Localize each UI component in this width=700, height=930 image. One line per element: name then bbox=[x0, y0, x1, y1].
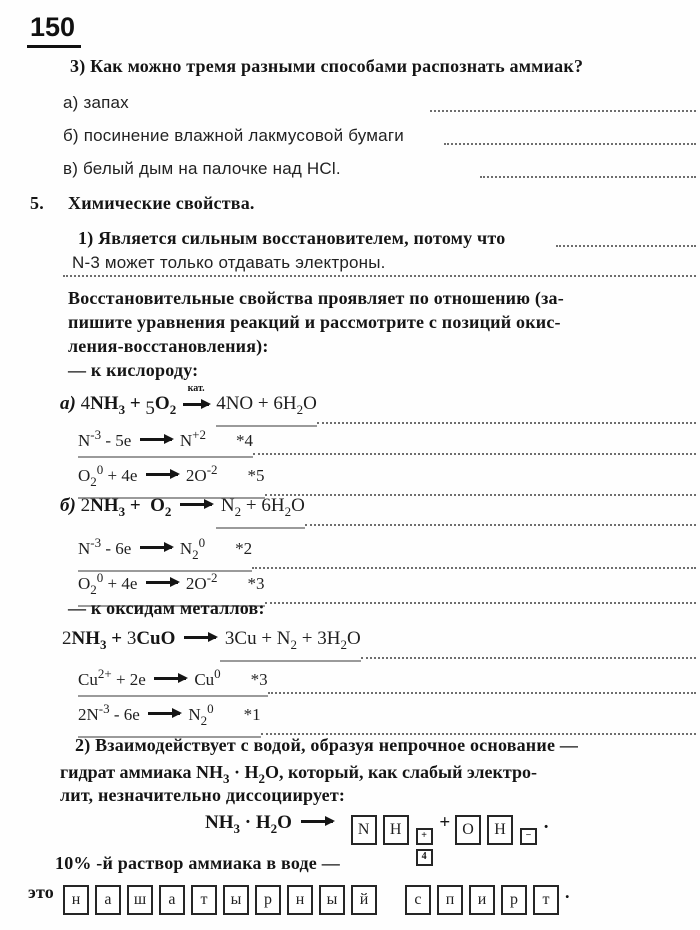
to-oxides-heading: — к оксидам металлов: bbox=[68, 598, 265, 618]
answer-label-a: а) bbox=[63, 93, 84, 112]
catalyst-label: кат. bbox=[187, 383, 205, 394]
charge-box: − bbox=[520, 828, 537, 845]
right-arrow-icon bbox=[146, 473, 178, 476]
half-equation-a2: $O_2^0 + 4e$ $2O^{-2}$ *5 bbox=[78, 457, 265, 499]
right-arrow-icon bbox=[180, 503, 212, 506]
letter-box: р bbox=[501, 885, 527, 915]
right-arrow-icon bbox=[301, 820, 333, 823]
right-arrow-icon bbox=[146, 581, 178, 584]
nashatyrny-spirt-row bbox=[28, 882, 570, 915]
equation-a-row bbox=[60, 384, 696, 427]
equation-a-printed: а) $4NH_3 + 5O_2$ кат. bbox=[60, 384, 216, 427]
letter-box: и bbox=[469, 885, 495, 915]
equation-c-row bbox=[62, 626, 696, 662]
answer-text-b: посинение влажной лакмусовой бумаги bbox=[83, 126, 404, 145]
right-arrow-icon bbox=[140, 438, 172, 441]
paragraph-2-line-1: 2) Взаимодействует с водой, образуя непрочное основание — bbox=[75, 735, 579, 755]
letter-box: п bbox=[437, 885, 463, 915]
letter-box: H bbox=[487, 815, 513, 845]
answer-text-c: белый дым на палочке над HCl. bbox=[83, 159, 341, 178]
property-1-dotted-line bbox=[556, 245, 696, 247]
paragraph-2-line-3: лит, незначительно диссоциирует: bbox=[60, 785, 346, 805]
catalyst-arrow-icon bbox=[179, 384, 213, 419]
answer-row-a bbox=[63, 93, 129, 113]
letter-boxes-word-2 bbox=[405, 885, 565, 908]
answer-text-a: запах bbox=[83, 93, 129, 112]
letter-box: а bbox=[159, 885, 185, 915]
answer-dotted-line-a bbox=[430, 110, 696, 112]
solution-10-note: 10% -й раствор аммиака в воде — bbox=[55, 853, 340, 873]
equation-c-answer: $3Cu + N_2 + 3H_2O$ bbox=[220, 626, 361, 662]
index-box: 4 bbox=[416, 849, 433, 866]
separator-dotted-line bbox=[63, 275, 696, 277]
half-equation-a1-row bbox=[78, 422, 696, 458]
letter-box: н bbox=[63, 885, 89, 915]
answer-label-b: б) bbox=[63, 126, 84, 145]
letter-box: й bbox=[351, 885, 377, 915]
answer-row-b bbox=[63, 126, 404, 146]
section-5-title: Химические свойства. bbox=[68, 193, 255, 213]
paragraph-line-3: ления-восстановления): bbox=[68, 336, 269, 356]
letter-box: т bbox=[533, 885, 559, 915]
letter-box: N bbox=[351, 815, 377, 845]
eto-label: это bbox=[28, 882, 54, 902]
half-equation-a1: $N^{-3} - 5e$ $N^{+2}$ *4 bbox=[78, 422, 253, 458]
letter-box: а bbox=[95, 885, 121, 915]
property-1-prompt: 1) Является сильным восстановителем, потому что bbox=[78, 228, 506, 248]
answer-dotted-line-b bbox=[444, 143, 696, 145]
half-equation-c2-row bbox=[78, 696, 696, 738]
charge-box: + bbox=[416, 828, 433, 845]
half-equation-b2-dotted-line bbox=[265, 602, 696, 604]
page-number: 150 bbox=[30, 12, 76, 42]
letter-box: ы bbox=[223, 885, 249, 915]
equation-b-dotted-line bbox=[305, 524, 696, 526]
half-equation-c1-dotted-line bbox=[268, 692, 696, 694]
equation-b-answer: $N_2 + 6H_2O$ bbox=[216, 493, 305, 529]
right-arrow-icon bbox=[154, 677, 186, 680]
letter-box: H bbox=[383, 815, 409, 845]
half-equation-c2: $2N^{-3} - 6e$ $N_2^0$ *1 bbox=[78, 696, 261, 738]
letter-box: р bbox=[255, 885, 281, 915]
equation-c-printed: $2NH_3 + 3CuO$ bbox=[62, 626, 220, 662]
right-arrow-icon bbox=[183, 403, 209, 406]
sentence-period: . bbox=[564, 882, 570, 902]
half-equation-b2: $O_2^0 + 4e$ $2O^{-2}$ *3 bbox=[78, 565, 265, 607]
charge-box-stack bbox=[520, 828, 537, 866]
property-1-answer: N-3 может только отдавать электроны. bbox=[72, 253, 386, 272]
letter-box: ы bbox=[319, 885, 345, 915]
page-number-underline bbox=[27, 45, 81, 48]
half-equation-b1: $N^{-3} - 6e$ $N_2^0$ *2 bbox=[78, 530, 252, 572]
equation-a-answer: $4NO + 6H_2O$ bbox=[216, 391, 317, 427]
half-equation-c1: $Cu^{2+} + 2e$ Cu$^0$ *3 bbox=[78, 661, 268, 697]
right-arrow-icon bbox=[148, 712, 180, 715]
half-equation-c1-row bbox=[78, 661, 696, 697]
to-oxygen-heading: — к кислороду: bbox=[68, 360, 199, 380]
answer-dotted-line-c bbox=[480, 176, 696, 178]
equation-b-printed: б) $2NH_3 + O_2$ bbox=[60, 493, 216, 529]
equation-b-row bbox=[60, 493, 696, 529]
letter-box: с bbox=[405, 885, 431, 915]
letter-box: ш bbox=[127, 885, 153, 915]
letter-box: O bbox=[455, 815, 481, 845]
right-arrow-icon bbox=[140, 546, 172, 549]
charge-box-stack bbox=[416, 828, 433, 866]
answer-row-c bbox=[63, 159, 341, 179]
paragraph-line-2: пишите уравнения реакций и рассмотрите с позиций окис- bbox=[68, 312, 561, 332]
answer-label-c: в) bbox=[63, 159, 84, 178]
half-equation-a1-dotted-line bbox=[253, 453, 696, 455]
paragraph-2-line-2: гидрат аммиака $NH_3 \cdot H_2O$, который, как слабый электро- bbox=[60, 762, 537, 786]
letter-boxes-word-1 bbox=[63, 885, 383, 908]
question-3-title: 3) Как можно тремя разными способами распознать аммиак? bbox=[70, 56, 584, 76]
right-arrow-icon bbox=[184, 636, 216, 639]
dissociation-equation: $NH_3 \cdot H_2O$ N H + 4 + O H − . bbox=[205, 810, 548, 866]
equation-c-dotted-line bbox=[361, 657, 696, 659]
letter-box: н bbox=[287, 885, 313, 915]
section-5-number: 5. bbox=[30, 193, 44, 213]
paragraph-line-1: Восстановительные свойства проявляет по отношению (за- bbox=[68, 288, 564, 308]
letter-box: т bbox=[191, 885, 217, 915]
